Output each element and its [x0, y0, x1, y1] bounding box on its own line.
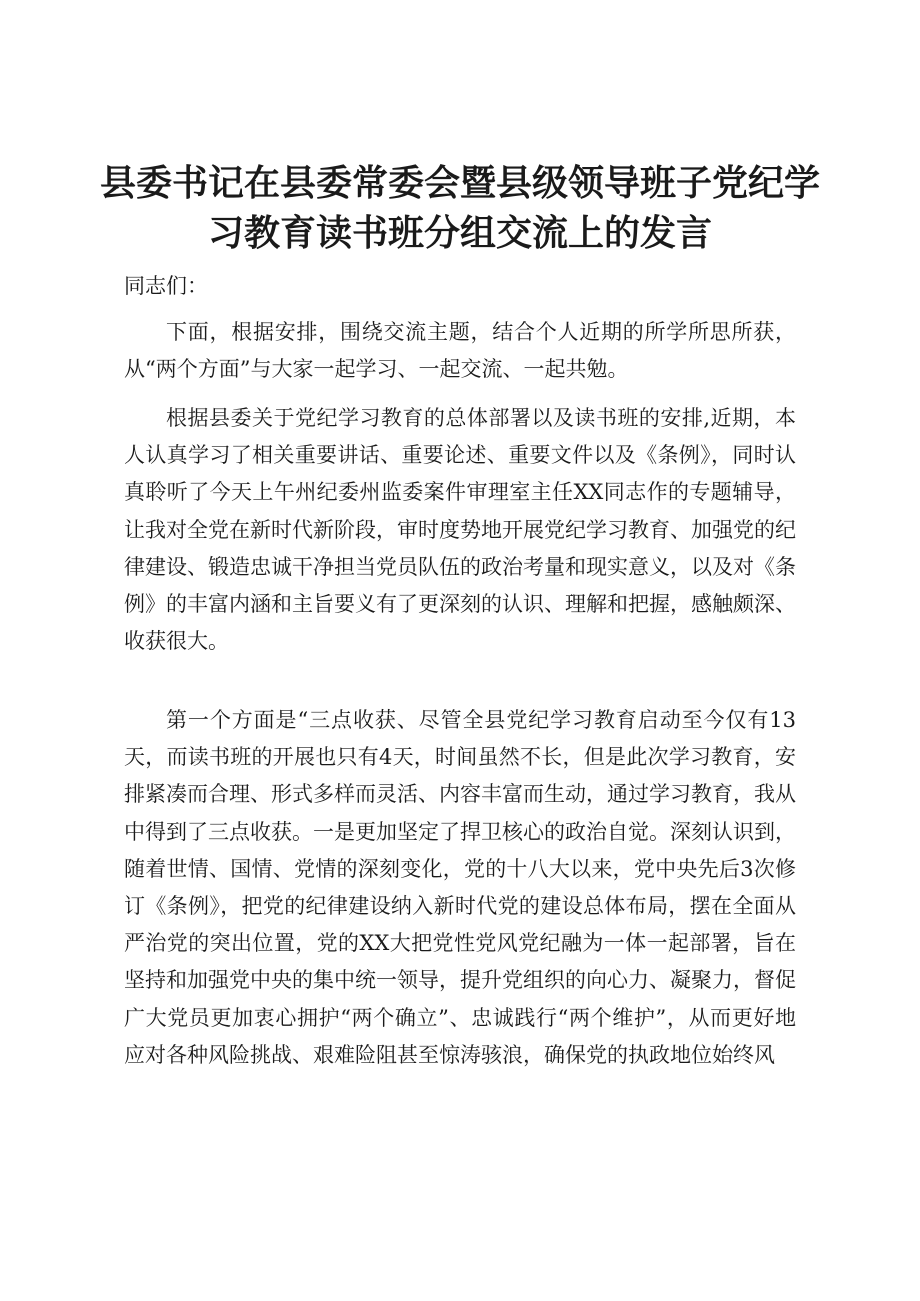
salutation: 同志们： — [124, 274, 208, 298]
paragraph-intro: 下面，根据安排，围绕交流主题，结合个人近期的所学所思所获，从“两个方面”与大家一起学习、一起交流、一起共勉。 — [124, 320, 796, 382]
document-title-line-2: 习教育读书班分组交流上的发言 — [207, 213, 712, 254]
paragraph-study-summary: 根据县委关于党纪学习教育的总体部署以及读书班的安排,近期，本人认真学习了相关重要讲话、重要论述、重要文件以及《条例》，同时认真聆听了今天上午州纪委州监委案件审理室主任XX同志作的专题辅导，让我对全党在新时代新阶段，审时度势地开展党纪学习教育、加强党的纪律建设、锻造忠诚干净担当党员队伍的政治考量和现实意义，以及对《条例》的丰富内涵和主旨要义有了更深刻的认识、理解和把握，感触颇深、收获很大。 — [124, 406, 796, 654]
document-title-line-1: 县委书记在县委常委会暨县级领导班子党纪学 — [100, 163, 821, 204]
paragraph-first-aspect: 第一个方面是“三点收获、尽管全县党纪学习教育启动至今仅有13天，而读书班的开展也只有4天，时间虽然不长，但是此次学习教育，安排紧凑而合理、形式多样而灵活、内容丰富而生动，通过学习教育，我从中得到了三点收获。一是更加坚定了捍卫核心的政治自觉。深刻认识到，随着世情、国情、党情的深刻变化，党的十八大以来，党中央先后3次修订《条例》，把党的纪律建设纳入新时代党的建设总体布局，摆在全面从严治党的突出位置，党的XX大把党性党风党纪融为一体一起部署，旨在坚持和加强党中央的集中统一领导，提升党组织的向心力、凝聚力，督促广大党员更加衷心拥护“两个确立”、忠诚践行“两个维护”，从而更好地应对各种风险挑战、艰难险阻甚至惊涛骇浪，确保党的执政地位始终风 — [124, 708, 796, 1067]
